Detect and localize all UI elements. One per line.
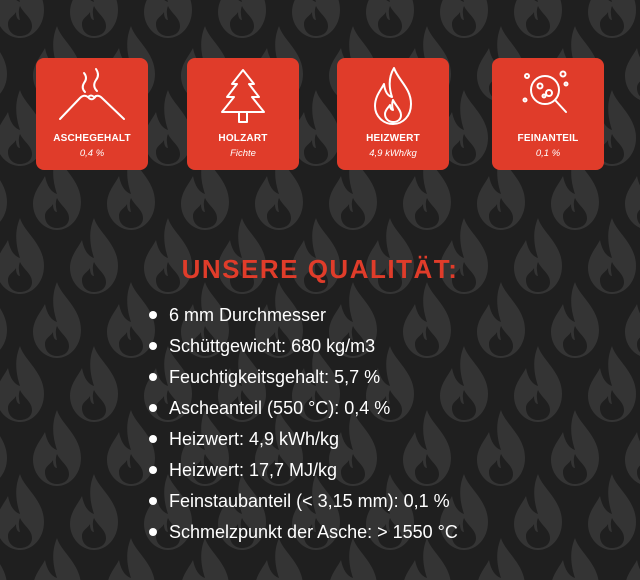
- list-item-text: Heizwert: 4,9 kWh/kg: [169, 429, 340, 449]
- spruce-tree-icon: [187, 64, 299, 128]
- tile-heizwert: [337, 58, 449, 170]
- list-item: [148, 364, 458, 395]
- bullet-dot: [149, 528, 157, 536]
- tile-title: FEINANTEIL: [517, 133, 579, 144]
- magnifier-particles-icon: [492, 64, 604, 128]
- bullet-dot: [149, 342, 157, 350]
- tile-title: ASCHEGEHALT: [53, 133, 131, 144]
- list-item-text: Feinstaubanteil (< 3,15 mm): 0,1 %: [169, 491, 450, 511]
- quality-heading: UNSERE QUALITÄT:: [181, 254, 459, 284]
- list-item: [148, 395, 458, 426]
- list-item-text: Ascheanteil (550 °C): 0,4 %: [169, 398, 391, 418]
- bullet-dot: [149, 311, 157, 319]
- list-item: [148, 519, 458, 550]
- list-item-text: Schüttgewicht: 680 kg/m3: [169, 336, 376, 356]
- list-item: [148, 488, 458, 519]
- list-item: [148, 333, 458, 364]
- bullet-dot: [149, 497, 157, 505]
- list-item-text: Heizwert: 17,7 MJ/kg: [169, 460, 338, 480]
- list-item: [148, 426, 458, 457]
- flame-icon: [337, 64, 449, 128]
- tile-feinanteil: [492, 58, 604, 170]
- bullet-dot: [149, 466, 157, 474]
- bullet-dot: [149, 435, 157, 443]
- list-item: [148, 302, 458, 333]
- tile-title: HOLZART: [218, 133, 268, 144]
- list-item: [148, 457, 458, 488]
- list-item-text: 6 mm Durchmesser: [169, 305, 327, 325]
- tile-value: Fichte: [230, 148, 256, 159]
- tile-value: 4,9 kWh/kg: [369, 148, 417, 159]
- tile-aschegehalt: [36, 58, 148, 170]
- tile-title: HEIZWERT: [366, 133, 420, 144]
- bullet-dot: [149, 373, 157, 381]
- quality-list: [148, 302, 458, 550]
- list-item-text: Feuchtigkeitsgehalt: 5,7 %: [169, 367, 381, 387]
- ash-mound-icon: [36, 64, 148, 128]
- tile-holzart: [187, 58, 299, 170]
- tile-value: 0,1 %: [535, 148, 561, 159]
- bullet-dot: [149, 404, 157, 412]
- tile-value: 0,4 %: [79, 148, 105, 159]
- list-item-text: Schmelzpunkt der Asche: > 1550 °C: [169, 522, 458, 542]
